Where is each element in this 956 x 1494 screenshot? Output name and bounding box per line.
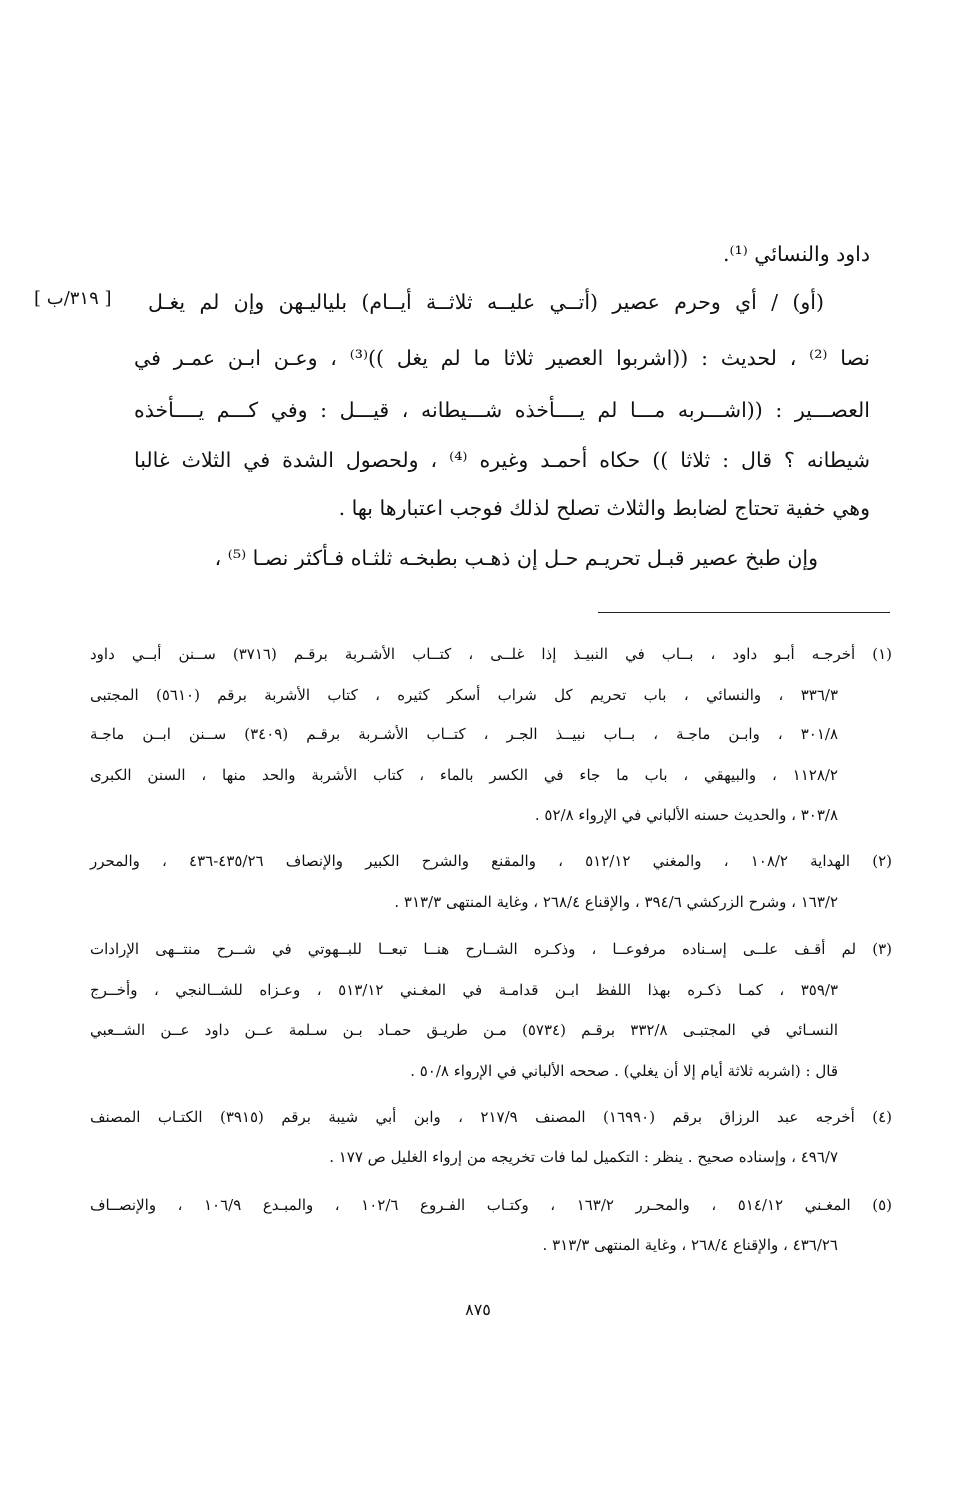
footnote-line: ١١٢٨/٢ ، والبيهقي ، باب ما جاء في الكسر بالماء ، كتاب الأشربة والحد منها ، السنن الكبرى <box>90 766 838 784</box>
footnote-line: ٣٥٩/٣ ، كمـا ذكـره بهذا اللفظ ابـن قدامـة في المغـني ٥١٣/١٢ ، وعـزاه للشــالنجي ، وأخــرج <box>90 981 839 999</box>
main-text-line: العصـــير : ((اشـــربه مـــا لم يــــأخذه شـــيطانه ، قيـــل : وفي كـــم يــــأخذه <box>134 398 870 422</box>
footnote-line: النسـائي في المجتبـى ٣٣٢/٨ برقـم (٥٧٣٤) مـن طريـق حمـاد بـن سـلمة عــن داود عــن الشــعبي <box>90 1021 839 1039</box>
main-text-line: نصا ⁽²⁾ ، لحديث : ((اشربوا العصير ثلاثا ما لم يغل ))⁽³⁾ ، وعـن ابـن عمـر في <box>134 346 870 370</box>
footnote-line: ٣٣٦/٣ ، والنسائي ، باب تحريم كل شراب أسكر كثيره ، كتاب الأشربة برقم (٥٦١٠) المجتبى <box>90 686 838 704</box>
footnote-line: ١٦٣/٢ ، وشرح الزركشي ٣٩٤/٦ ، والإقناع ٢٦٨/٤ ، وغاية المنتهى ٣١٣/٣ . <box>394 893 838 911</box>
main-text-line: وإن طبخ عصير قبـل تحريـم حـل إن ذهـب بطبخـه ثلثـاه فـأكثر نصـا ⁽⁵⁾ ، <box>214 546 818 570</box>
footnote-separator <box>598 612 890 613</box>
footnote-line: ٣٠٣/٨ ، والحديث حسنه الألباني في الإرواء ٥٢/٨ . <box>534 806 838 824</box>
main-text-line: (أو) / أي وحرم عصير (أتــي عليــه ثلاثــة أيــام) بلياليـهن وإن لم يغـل <box>148 290 824 314</box>
footnote-line: (٢) الهداية ١٠٨/٢ ، والمغني ٥١٢/١٢ ، والمقنع والشرح الكبير والإنصاف ٤٣٥/٢٦-٤٣٦ ، والمحرر <box>90 852 892 870</box>
page-number: ٨٧٥ <box>465 1300 491 1319</box>
footnote-line: (٥) المغـني ٥١٤/١٢ ، والمحـرر ١٦٣/٢ ، وكتـاب الفـروع ١٠٢/٦ ، والمبـدع ١٠٦/٩ ، والإنصــاف <box>90 1196 893 1214</box>
footnote-line: (٤) أخرجه عبد الرزاق برقم (١٦٩٩٠) المصنف ٢١٧/٩ ، وابن أبي شيبة برقم (٣٩١٥) الكتـاب المصنف <box>90 1108 892 1126</box>
footnote-line: ٤٩٦/٧ ، وإسناده صحيح . ينظر : التكميل لما فات تخريجه من إرواء الغليل ص ١٧٧ . <box>329 1148 838 1166</box>
footnote-line: قال : (اشربه ثلاثة أيام إلا أن يغلي) . صححه الألباني في الإرواء ٥٠/٨ . <box>410 1062 838 1080</box>
footnote-line: ٤٣٦/٢٦ ، والإقناع ٢٦٨/٤ ، وغاية المنتهى ٣١٣/٣ . <box>542 1236 838 1254</box>
footnote-line: ٣٠١/٨ ، وابـن ماجـة ، بــاب نبيــذ الجـر ، كتــاب الأشـربة برقـم (٣٤٠٩) ســنن ابــن ماجـة <box>90 725 838 743</box>
main-text-line: شيطانه ؟ قال : ثلاثا )) حكاه أحمـد وغيره ⁽⁴⁾ ، ولحصول الشدة في الثلاث غالبا <box>134 448 870 472</box>
main-text-line: داود والنسائي ⁽¹⁾. <box>722 242 870 266</box>
footnote-line: (١) أخرجـه أبـو داود ، بــاب في النبيـذ إذا غلــى ، كتــاب الأشـربة برقـم (٣٧١٦) ســنن أبــي داود <box>90 645 892 663</box>
main-text-line: وهي خفية تحتاج لضابط والثلاث تصلح لذلك فوجب اعتبارها بها . <box>338 496 870 520</box>
manuscript-folio-reference: [ ٣١٩/ب ] <box>34 288 112 309</box>
footnote-line: (٣) لم أقـف علــى إسـناده مرفوعــا ، وذكـره الشــارح هنــا تبعــا للبــهوتي في شــرح منتــهى الإرادات <box>90 940 892 958</box>
